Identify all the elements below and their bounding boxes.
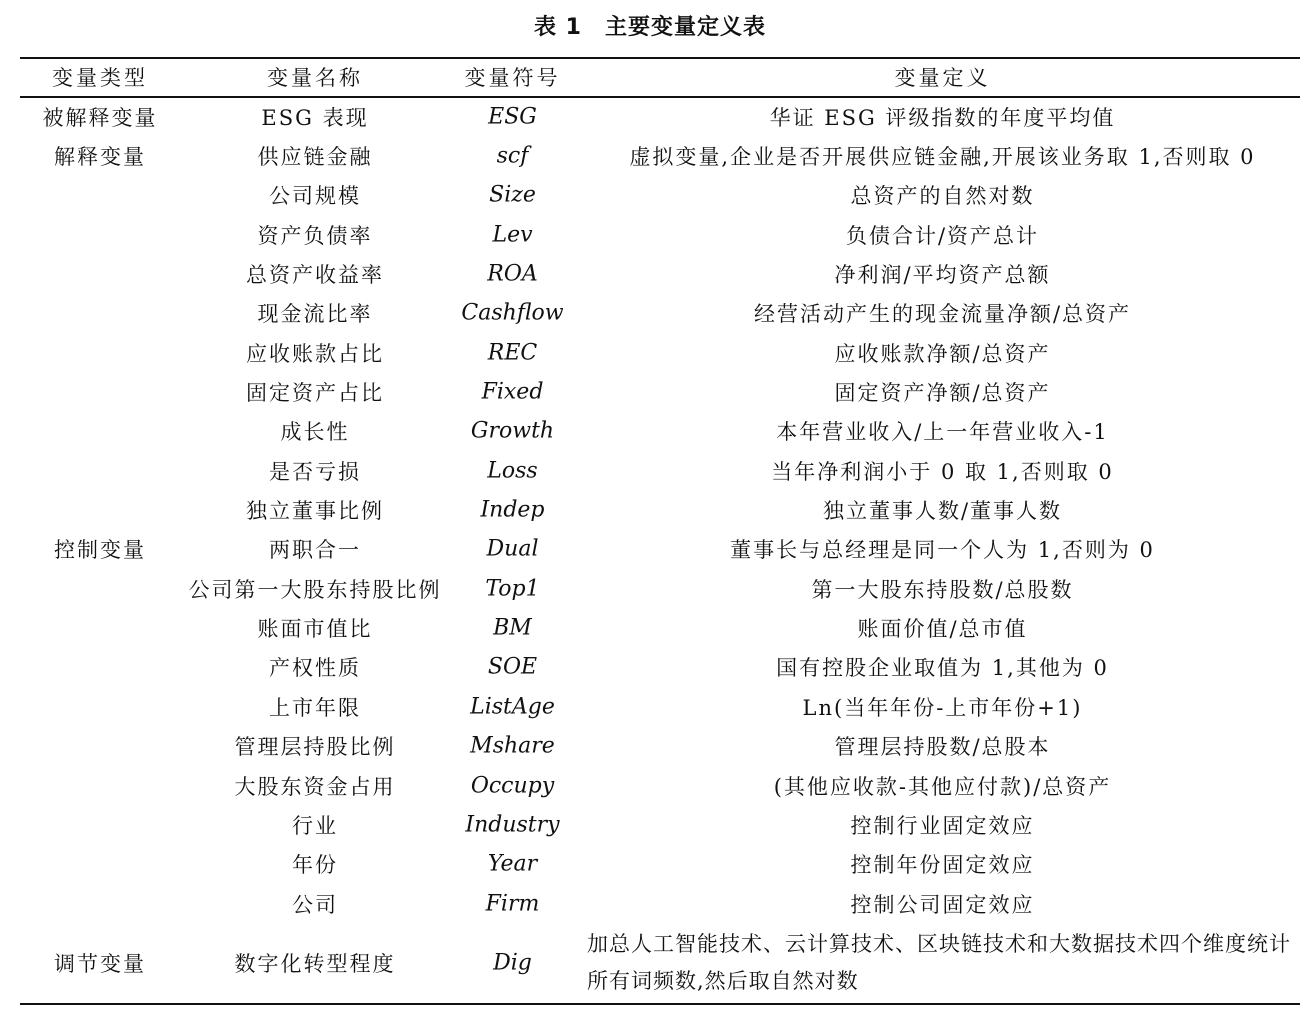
cell-symbol: Dual [486, 536, 539, 562]
table-row [0, 333, 1300, 372]
cell-symbol: Year [487, 851, 538, 877]
table-row [0, 530, 1300, 569]
cell-name: 账面市值比 [257, 617, 373, 642]
cell-name: 独立董事比例 [246, 499, 384, 524]
cell-definition: 净利润/平均资产总额 [834, 263, 1051, 288]
cell-symbol: Industry [465, 812, 560, 838]
cell-symbol: ROA [487, 261, 538, 287]
cell-definition: 总资产的自然对数 [850, 184, 1035, 209]
cell-symbol: SOE [487, 654, 538, 680]
bottom-rule [20, 1003, 1300, 1005]
cell-name: 大股东资金占用 [234, 774, 396, 799]
table-row [0, 136, 1300, 175]
cell-symbol: Firm [485, 891, 540, 917]
cell-name: 上市年限 [269, 695, 361, 720]
header-symbol: 变量符号 [464, 66, 561, 90]
cell-name: 公司 [292, 892, 338, 917]
top-rule [20, 57, 1300, 59]
cell-symbol: scf [496, 143, 529, 169]
cell-type: 调节变量 [54, 952, 146, 977]
cell-name: 总资产收益率 [246, 263, 384, 288]
table-row [0, 569, 1300, 608]
cell-symbol: Top1 [485, 576, 540, 602]
cell-definition: 经营活动产生的现金流量净额/总资产 [753, 302, 1132, 327]
cell-definition: (其他应收款-其他应付款)/总资产 [773, 774, 1112, 799]
table-header [0, 60, 1300, 94]
cell-name: 两职合一 [269, 538, 361, 563]
cell-name: 管理层持股比例 [234, 735, 396, 760]
cell-name: 产权性质 [269, 656, 361, 681]
cell-symbol: Indep [480, 497, 545, 523]
cell-symbol: Lev [492, 222, 533, 248]
cell-name: 固定资产占比 [246, 381, 384, 406]
table-body [0, 97, 1300, 1003]
cell-definition: 控制年份固定效应 [850, 853, 1035, 878]
table-row [0, 648, 1300, 687]
table-row [0, 451, 1300, 490]
cell-name: 年份 [292, 853, 338, 878]
cell-name: 现金流比率 [257, 302, 373, 327]
cell-symbol: BM [493, 615, 532, 641]
cell-definition: 固定资产净额/总资产 [834, 381, 1051, 406]
table-title: 表 1 主要变量定义表 [534, 15, 766, 40]
cell-name: 公司第一大股东持股比例 [188, 577, 442, 602]
table-row [0, 608, 1300, 647]
table-row [0, 845, 1300, 884]
cell-definition: 第一大股东持股数/总股数 [811, 577, 1074, 602]
cell-definition: 负债合计/资产总计 [845, 223, 1040, 248]
cell-definition: Ln(当年年份-上市年份+1) [802, 695, 1083, 720]
table-row [0, 490, 1300, 529]
cell-type: 被解释变量 [42, 105, 158, 130]
table-row [0, 805, 1300, 844]
header-type: 变量类型 [52, 66, 148, 90]
cell-name: 公司规模 [269, 184, 361, 209]
cell-definition: 董事长与总经理是同一个人为 1,否则为 0 [730, 538, 1155, 563]
cell-symbol: Loss [487, 458, 538, 484]
cell-definition: 管理层持股数/总股本 [834, 735, 1051, 760]
cell-symbol: REC [487, 340, 538, 366]
table-row [0, 884, 1300, 923]
cell-definition: 账面价值/总市值 [857, 617, 1028, 642]
table-row [0, 923, 1300, 1003]
cell-symbol: Size [489, 182, 536, 208]
table-row [0, 294, 1300, 333]
cell-symbol: Fixed [481, 379, 544, 405]
table-row [0, 687, 1300, 726]
cell-name: 行业 [292, 813, 338, 838]
cell-definition: 应收账款净额/总资产 [834, 341, 1051, 366]
cell-symbol: Dig [493, 950, 532, 976]
cell-symbol: Growth [470, 418, 555, 444]
table-row [0, 727, 1300, 766]
cell-definition: 控制公司固定效应 [850, 892, 1035, 917]
cell-symbol: ListAge [470, 694, 555, 720]
table-row [0, 97, 1300, 136]
cell-symbol: ESG [488, 104, 537, 130]
cell-symbol: Mshare [470, 733, 555, 759]
cell-name: 应收账款占比 [246, 341, 384, 366]
cell-symbol: Occupy [470, 773, 555, 799]
cell-name: 数字化转型程度 [234, 952, 396, 977]
cell-definition: 当年净利润小于 0 取 1,否则取 0 [771, 459, 1114, 484]
table-row [0, 412, 1300, 451]
cell-definition: 加总人工智能技术、云计算技术、区块链技术和大数据技术四个维度统计所有词频数,然后取自然对数 [587, 932, 1291, 994]
cell-definition: 虚拟变量,企业是否开展供应链金融,开展该业务取 1,否则取 0 [629, 145, 1256, 170]
cell-name: 资产负债率 [257, 223, 373, 248]
cell-definition: 国有控股企业取值为 1,其他为 0 [776, 656, 1109, 681]
cell-definition: 控制行业固定效应 [850, 813, 1035, 838]
cell-type: 解释变量 [54, 145, 146, 170]
cell-definition: 华证 ESG 评级指数的年度平均值 [769, 105, 1116, 130]
cell-name: 供应链金融 [257, 145, 373, 170]
header-name: 变量名称 [267, 66, 363, 90]
table-row [0, 254, 1300, 293]
cell-definition: 独立董事人数/董事人数 [822, 499, 1063, 524]
table-row [0, 215, 1300, 254]
table-row [0, 372, 1300, 411]
header-definition: 变量定义 [894, 66, 991, 90]
cell-name: 是否亏损 [269, 459, 361, 484]
cell-definition: 本年营业收入/上一年营业收入-1 [776, 420, 1109, 445]
cell-name: 成长性 [280, 420, 350, 445]
cell-name: ESG 表现 [261, 105, 369, 130]
cell-type: 控制变量 [54, 538, 146, 563]
table-row [0, 176, 1300, 215]
cell-symbol: Cashflow [461, 300, 564, 326]
table-row [0, 766, 1300, 805]
